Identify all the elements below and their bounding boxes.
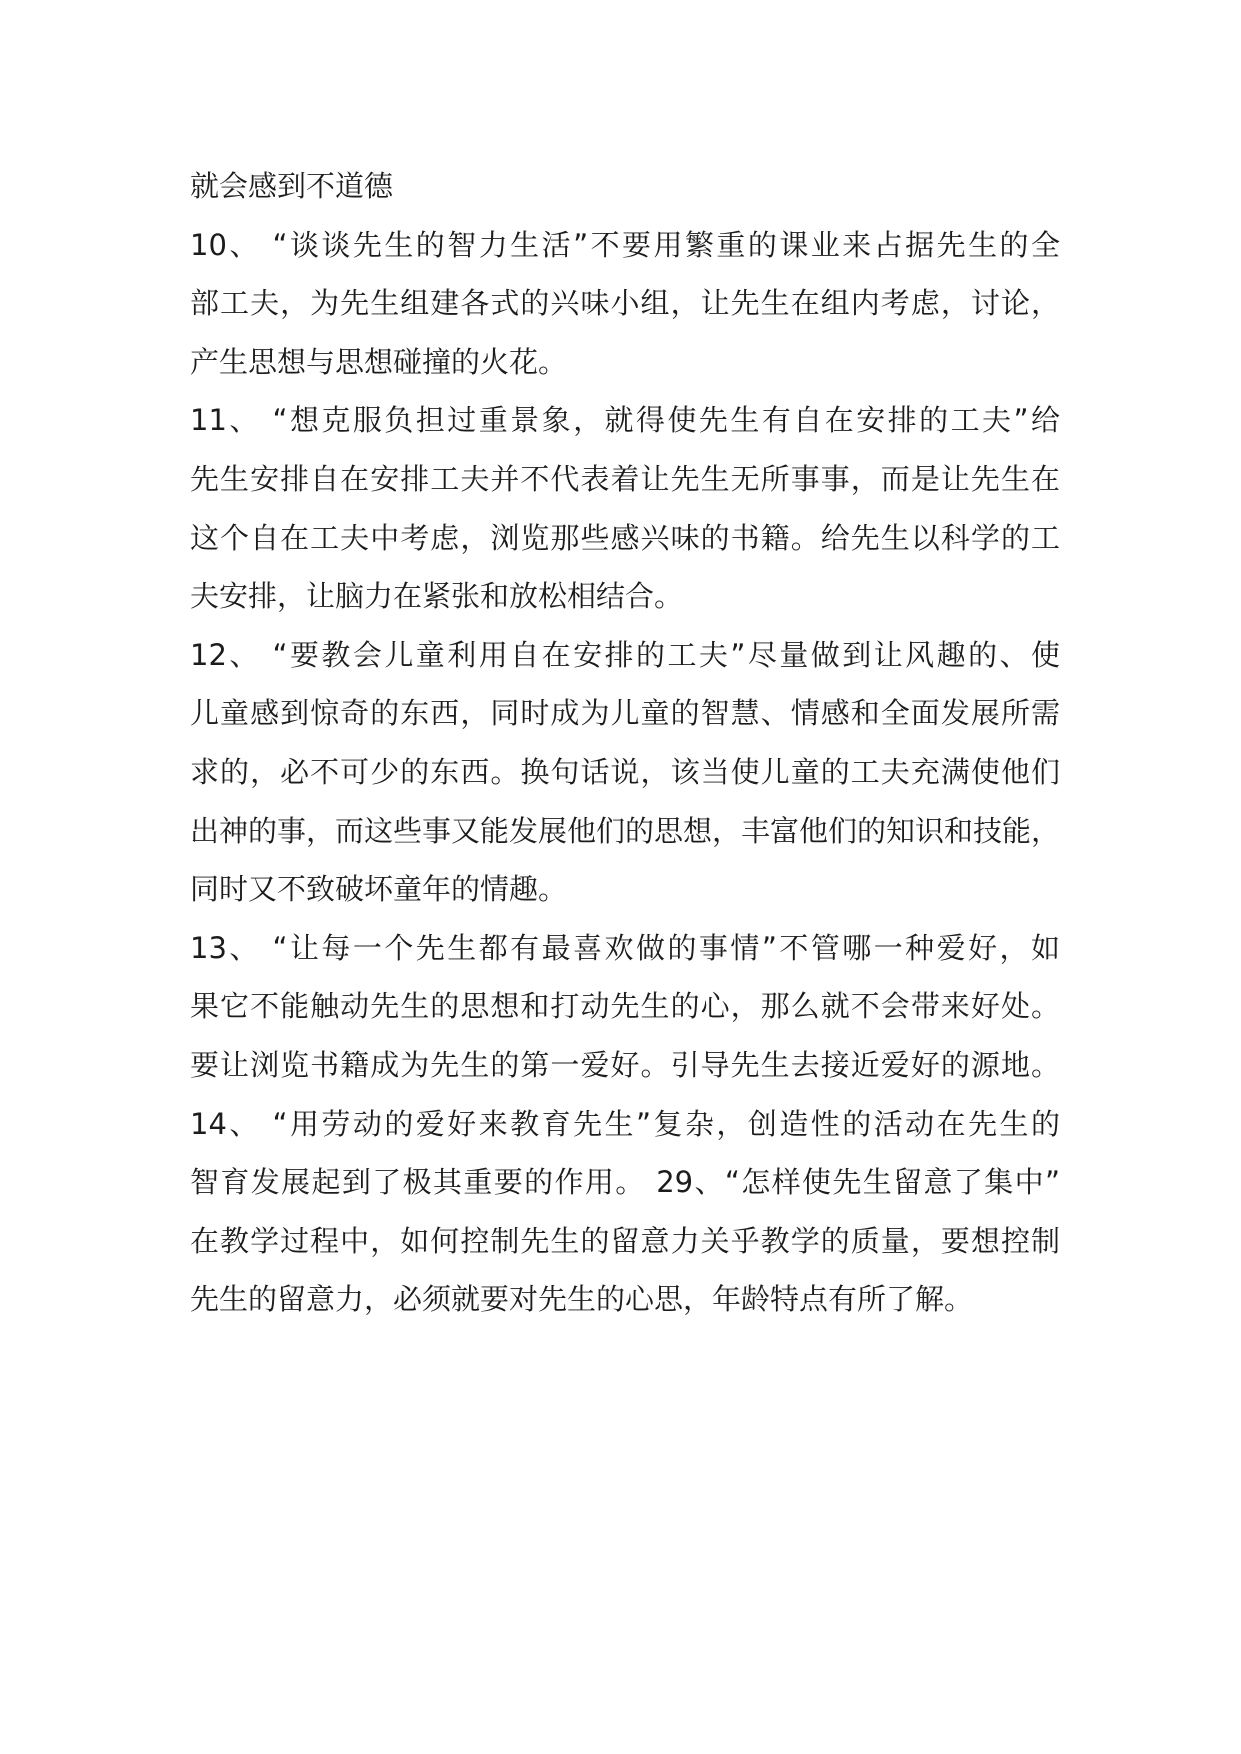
text-line: 产生思想与思想碰撞的火花。 [190, 344, 568, 379]
text-line: 这个自在工夫中考虑，浏览那些感兴味的书籍。给先生以科学的工 [190, 520, 1060, 555]
text-line: 夫安排，让脑力在紧张和放松相结合。 [190, 579, 684, 614]
text-line: 14、 “用劳动的爱好来教育先生”复杂，创造性的活动在先生的 [190, 1106, 1060, 1141]
text-line: 出神的事，而这些事又能发展他们的思想，丰富他们的知识和技能， [190, 813, 1061, 848]
text-line: 10、 “谈谈先生的智力生活”不要用繁重的课业来占据先生的全 [190, 227, 1060, 262]
text-line: 求的，必不可少的东西。换句话说，该当使儿童的工夫充满使他们 [190, 754, 1060, 789]
text-line: 就会感到不道德 [190, 169, 394, 203]
text-line: 部工夫，为先生组建各式的兴味小组，让先生在组内考虑，讨论， [190, 286, 1060, 321]
text-line: 先生的留意力，必须就要对先生的心思，年龄特点有所了解。 [190, 1282, 974, 1317]
text-line: 13、 “让每一个先生都有最喜欢做的事情”不管哪一种爱好，如 [190, 930, 1060, 965]
text-line: 儿童感到惊奇的东西，同时成为儿童的智慧、情感和全面发展所需 [190, 696, 1060, 731]
text-line: 智育发展起到了极其重要的作用。 29、“怎样使先生留意了集中” [190, 1165, 1060, 1200]
text-line: 要让浏览书籍成为先生的第一爱好。引导先生去接近爱好的源地。 [190, 1047, 1060, 1082]
text-line: 12、 “要教会儿童利用自在安排的工夫”尽量做到让风趣的、使 [190, 637, 1060, 672]
text-line: 先生安排自在安排工夫并不代表着让先生无所事事，而是让先生在 [190, 461, 1060, 496]
text-line: 在教学过程中，如何控制先生的留意力关乎教学的质量，要想控制 [190, 1223, 1060, 1258]
text-line: 同时又不致破坏童年的情趣。 [190, 872, 568, 907]
text-line: 果它不能触动先生的思想和打动先生的心，那么就不会带来好处。 [190, 989, 1060, 1024]
text-line: 11、 “想克服负担过重景象，就得使先生有自在安排的工夫”给 [190, 403, 1060, 438]
document-body [190, 157, 1060, 1329]
